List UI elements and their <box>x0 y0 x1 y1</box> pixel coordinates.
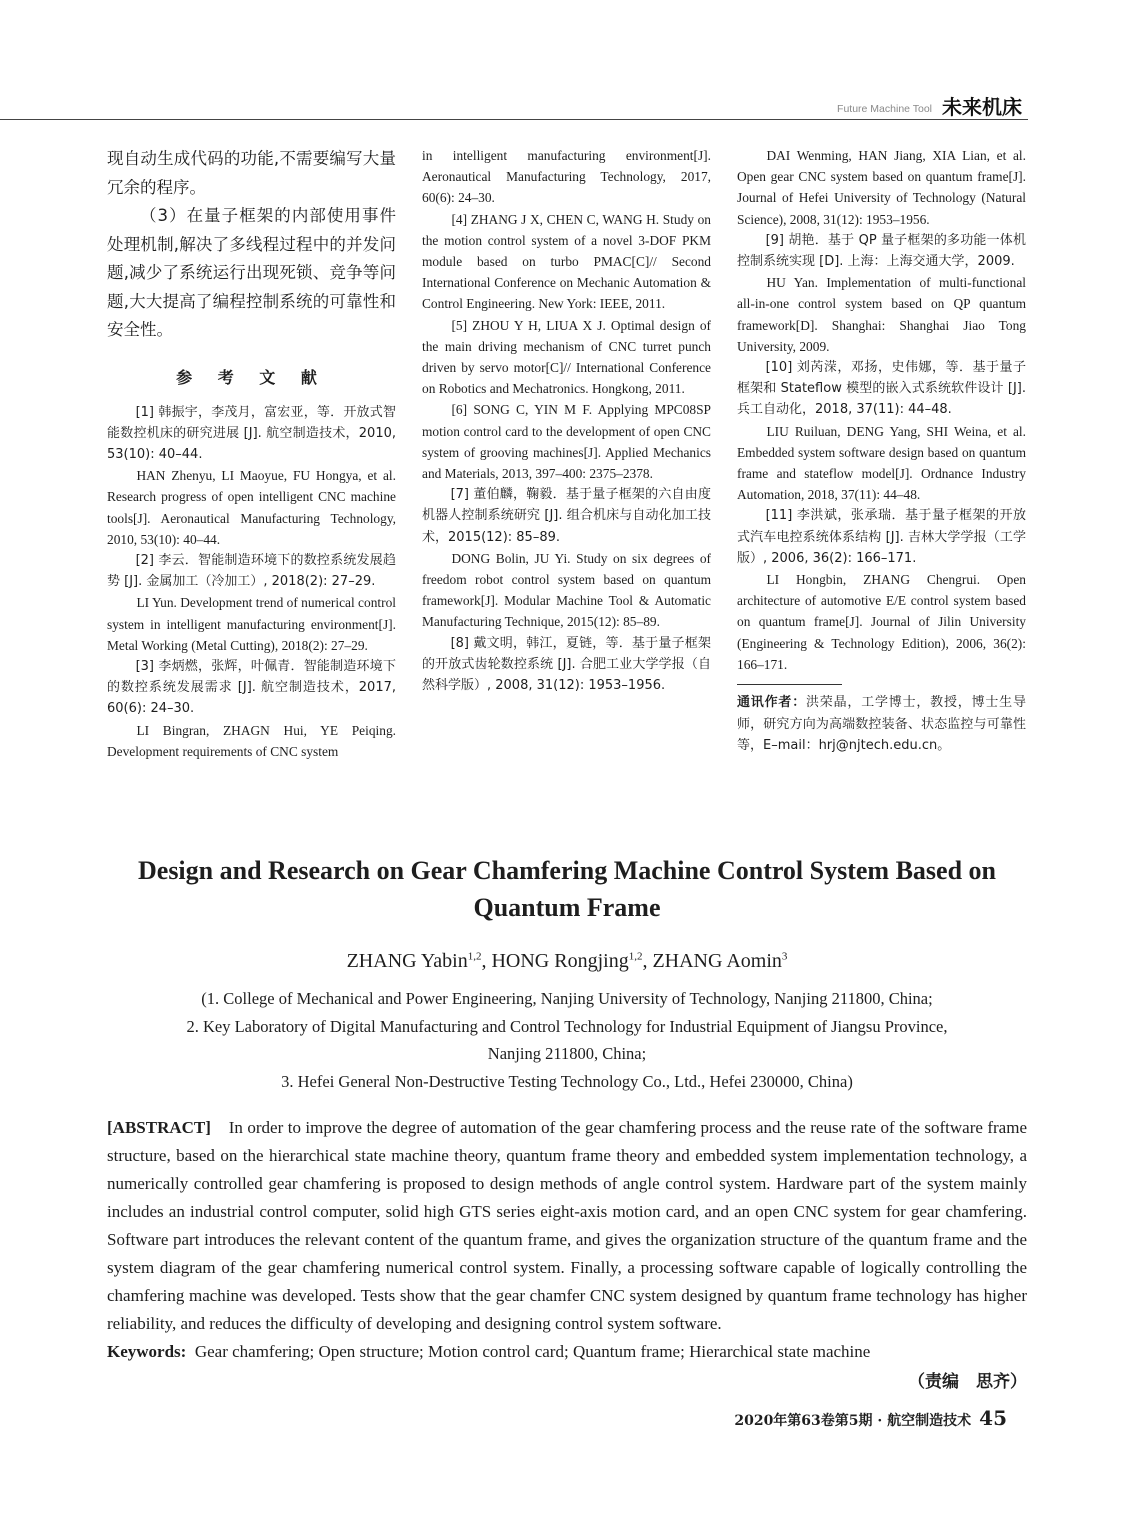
abstract-label: [ABSTRACT] <box>107 1118 211 1137</box>
author-separator: , <box>481 950 492 972</box>
column-middle <box>422 145 711 696</box>
author-affiliation-mark: 3 <box>781 950 788 963</box>
reference-entry: in intelligent manufacturing environment[J]. Aeronautical Manufacturing Technology, 2017, 60(6): 24–30. <box>422 148 711 206</box>
reference-entry: LI Yun. Development trend of numerical control system in intelligent manufacturing environment[J]. Metal Working (Metal Cutting), 2018(2): 27–29. <box>107 595 396 653</box>
reference-entry: LI Hongbin, ZHANG Chengrui. Open architecture of automotive E/E control system based on quantum frame[J]. Journal of Jilin University (Engineering & Technology Edition), 2006, 36(2): 166–171. <box>737 572 1026 672</box>
reference-entry: [11] 李洪斌，张承瑞．基于量子框架的开放式汽车电控系统体系结构 [J]. 吉林大学学报（工学版）, 2006, 36(2): 166–171. <box>737 508 1026 566</box>
english-title-line: Design and Research on Gear Chamfering Machine Control System Based on <box>138 856 996 885</box>
english-title <box>107 852 1027 926</box>
affiliation-line: 3. Hefei General Non-Destructive Testing Technology Co., Ltd., Hefei 230000, China) <box>281 1071 853 1091</box>
reference-entry: [1] 韩振宇，李茂月，富宏亚，等．开放式智能数控机床的研究进展 [J]. 航空制造技术，2010, 53(10): 40–44. <box>107 404 396 462</box>
body-paragraph: 现自动生成代码的功能,不需要编写大量冗余的程序。 <box>107 149 396 197</box>
journal-name-en: Future Machine Tool <box>837 103 932 115</box>
author-affiliation-mark: 1,2 <box>467 950 482 963</box>
author-separator: , <box>642 950 653 972</box>
reference-entry: [8] 戴文明，韩江，夏链，等．基于量子框架的开放式齿轮数控系统 [J]. 合肥工业大学学报（自然科学版）, 2008, 31(12): 1953–1956. <box>422 635 711 694</box>
column-right <box>737 145 1026 757</box>
reference-entry: HAN Zhenyu, LI Maoyue, FU Hongya, et al. Research progress of open intelligent CNC machine tools[J]. Aeronautical Manufacturing Technology, 2010, 53(10): 40–44. <box>107 468 396 547</box>
reference-entry: [3] 李炳燃，张辉，叶佩青．智能制造环境下的数控系统发展需求 [J]. 航空制造技术，2017, 60(6): 24–30. <box>107 658 396 717</box>
issue-info: 2020年第63卷第5期 · 航空制造技术 <box>734 1413 972 1429</box>
english-title-line: Quantum Frame <box>473 893 661 922</box>
reference-entry: HU Yan. Implementation of multi-functional all-in-one control system based on QP quantum framework[D]. Shanghai: Shanghai Jiao Tong University, 2009. <box>737 275 1026 354</box>
affiliation-line: 2. Key Laboratory of Digital Manufacturing and Control Technology for Industrial Equipment of Jiangsu Province, <box>186 1016 948 1036</box>
author-note-rule <box>737 684 842 685</box>
column-left <box>107 145 396 762</box>
header-rule <box>0 119 1028 120</box>
reference-entry: [4] ZHANG J X, CHEN C, WANG H. Study on the motion control system of a novel 3-DOF PKM module based on turbo PMAC[C]// Second International Conference on Mechanic Automation & Control Engineering. New York: IEEE, 2011. <box>422 211 711 312</box>
editor-note: （责编 思齐） <box>908 1372 1027 1392</box>
affiliations <box>107 985 1027 1095</box>
author-name: ZHANG Yabin <box>346 950 468 972</box>
reference-entry: DONG Bolin, JU Yi. Study on six degrees of freedom robot control system based on quantum framework[J]. Modular Machine Tool & Automatic Manufacturing Technique, 2015(12): 85–89. <box>422 550 711 630</box>
reference-entry: [6] SONG C, YIN M F. Applying MPC08SP motion control card to the development of open CNC system of grooving machines[J]. Applied Mechanics and Materials, 2013, 397–400: 2375–2378. <box>422 402 711 482</box>
corresponding-author-note <box>737 692 1026 757</box>
references-heading: 参 考 文 献 <box>176 367 327 387</box>
affiliation-line: (1. College of Mechanical and Power Engineering, Nanjing University of Technology, Nanjing 211800, China; <box>201 989 933 1008</box>
keywords <box>107 1338 1027 1366</box>
reference-entry: [10] 刘芮溁，邓扬，史伟娜，等．基于量子框架和 Stateflow 模型的嵌入式系统软件设计 [J]. 兵工自动化，2018, 37(11): 44–48. <box>737 360 1026 418</box>
reference-entry: LIU Ruiluan, DENG Yang, SHI Weina, et al. Embedded system software design based on quantum frame and stateflow model[J]. Ordnance Industry Automation, 2018, 37(11): 44–48. <box>737 423 1026 503</box>
affiliation-line: Nanjing 211800, China; <box>487 1044 647 1063</box>
keywords-label: Keywords: <box>107 1342 187 1361</box>
reference-entry: DAI Wenming, HAN Jiang, XIA Lian, et al. Open gear CNC system based on quantum frame[J]. Journal of Hefei University of Technology (Natural Science), 2008, 31(12): 1953–1956. <box>737 148 1026 227</box>
page-header <box>0 86 1028 120</box>
reference-entry: LI Bingran, ZHAGN Hui, YE Peiqing. Development requirements of CNC system <box>107 722 396 759</box>
author-affiliation-mark: 1,2 <box>628 950 643 963</box>
corresponding-author-label: 通讯作者： <box>737 695 806 711</box>
keywords-text: Gear chamfering; Open structure; Motion control card; Quantum frame; Hierarchical state machine <box>194 1342 871 1361</box>
author-name: HONG Rongjing <box>491 950 629 972</box>
abstract <box>107 1114 1027 1338</box>
page-number: 45 <box>979 1406 1007 1430</box>
reference-entry: [9] 胡艳．基于 QP 量子框架的多功能一体机控制系统实现 [D]. 上海：上海交通大学，2009. <box>737 232 1026 270</box>
journal-name-cn: 未来机床 <box>942 95 1022 119</box>
reference-entry: [7] 董伯麟，鞠毅．基于量子框架的六自由度机器人控制系统研究 [J]. 组合机床与自动化加工技术，2015(12): 85–89. <box>422 487 711 545</box>
corresponding-author-text: 洪荣晶，工学博士，教授，博士生导师，研究方向为高端数控装备、状态监控与可靠性等，E–mail：hrj@njtech.edu.cn。 <box>737 695 1026 754</box>
body-paragraph: （3）在量子框架的内部使用事件处理机制,解决了多线程过程中的并发问题,减少了系统运行出现死锁、竞争等问题,大大提高了编程控制系统的可靠性和安全性。 <box>107 206 396 339</box>
reference-entry: [5] ZHOU Y H, LIUA X J. Optimal design of the main driving mechanism of CNC turret punch driven by servo motor[C]// International Conference on Robotics and Mechatronics. Hongkong, 2011. <box>422 317 711 397</box>
reference-entry: [2] 李云．智能制造环境下的数控系统发展趋势 [J]. 金属加工（冷加工）, 2018(2): 27–29. <box>107 552 396 590</box>
author-list <box>107 950 1027 973</box>
author-name: ZHANG Aomin <box>652 950 782 972</box>
abstract-text: In order to improve the degree of automation of the gear chamfering process and the reuse rate of the software frame structure, based on the hierarchical state machine theory, quantum frame theory and embedded system implementation technology, a numerically controlled gear chamfering is proposed to design methods of angle control system. Hardware part of the system mainly includes an industrial control computer, solid high GTS series eight-axis motion card, and an open CNC system for gear chamfering. Software part introduces the relevant content of the quantum frame, and gives the organization structure of the quantum frame and the system diagram of the gear chamfering numerical control system. Finally, a processing software capable of logically controlling the chamfering machine was developed. Tests show that the gear chamfer CNC system designed by quantum frame technology has higher reliability, and reduces the difficulty of developing and designing control system software. <box>107 1118 1027 1333</box>
page-footer <box>600 1406 1007 1430</box>
